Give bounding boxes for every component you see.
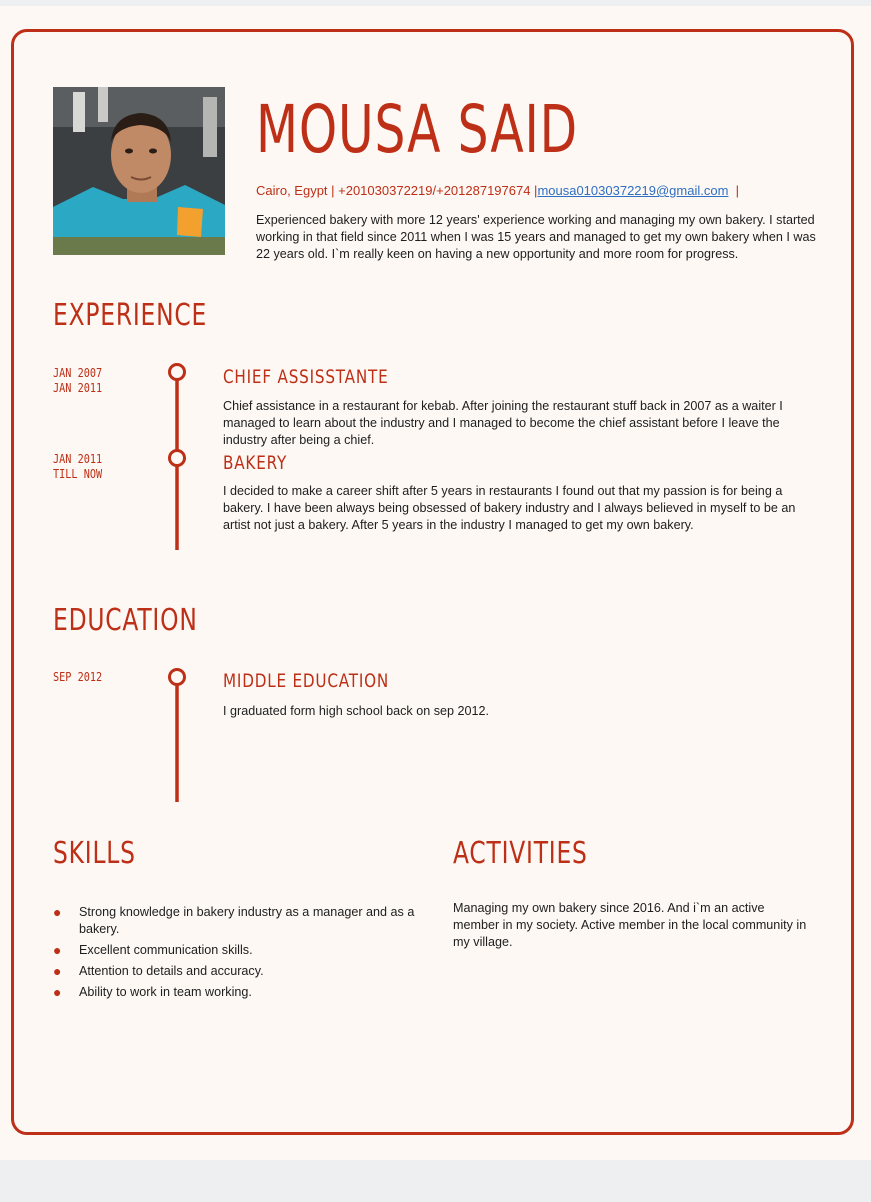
education-1-date: SEP 2012	[53, 670, 103, 684]
skill-text: Attention to details and accuracy.	[79, 964, 264, 978]
education-1-description: I graduated form high school back on sep 2012.	[223, 704, 490, 718]
experience-2-date-start: JAN 2011	[53, 452, 103, 466]
experience-heading: EXPERIENCE	[53, 298, 208, 333]
email-link[interactable]: mousa01030372219@gmail.com	[537, 183, 729, 198]
education-heading: EDUCATION	[53, 603, 198, 638]
contact-line	[256, 183, 816, 198]
experience-1-dates	[53, 366, 147, 396]
experience-2-dates	[53, 452, 147, 482]
skill-item	[53, 984, 443, 1001]
education-1-title: MIDDLE EDUCATION	[223, 670, 390, 692]
profile-summary: Experienced bakery with more 12 years' experience working and managing my own bakery. I started working in that field since 2011 when I was 15 years and managed to get my own bakery when I was 22 years old. I`m really keen on having a new opportunity and more room for progress.	[256, 213, 816, 261]
experience-1-date-end: JAN 2011	[53, 381, 103, 395]
contact-separator: |	[735, 183, 740, 198]
skill-item	[53, 904, 443, 938]
experience-timeline	[166, 362, 190, 552]
profile-photo	[53, 87, 225, 255]
skill-text: Ability to work in team working.	[79, 985, 252, 999]
candidate-name: MOUSA SAID	[256, 91, 578, 168]
experience-2-date-end: TILL NOW	[53, 467, 103, 481]
activities-heading: ACTIVITIES	[453, 836, 588, 871]
skill-text: Excellent communication skills.	[79, 943, 253, 957]
experience-1-date-start: JAN 2007	[53, 366, 103, 380]
bullet-icon: ●	[53, 963, 62, 979]
experience-1-description: Chief assistance in a restaurant for kebab. After joining the restaurant stuff back in 2007 as a waiter I managed to learn about the industry and I managed to become the chief assistant before I leave the industry after being a chief.	[223, 399, 783, 447]
skills-heading: SKILLS	[53, 836, 136, 871]
resume-page	[0, 6, 871, 1160]
bullet-icon: ●	[53, 984, 62, 1000]
skill-item	[53, 942, 443, 959]
experience-2-description: I decided to make a career shift after 5 years in restaurants I found out that my passion is for being a bakery. I have been always being obsessed of bakery industry and I always believed in myself to be an artist not just a bakery. After 5 years in the industry I managed to get my own bakery.	[223, 484, 796, 532]
skill-text: Strong knowledge in bakery industry as a manager and as a bakery.	[79, 905, 415, 936]
experience-2-title: BAKERY	[223, 452, 288, 474]
bullet-icon: ●	[53, 942, 62, 958]
contact-details: Cairo, Egypt | +201030372219/+201287197674 |	[256, 183, 538, 198]
bullet-icon: ●	[53, 904, 62, 920]
skills-list	[53, 904, 443, 1005]
skill-item	[53, 963, 443, 980]
activities-text: Managing my own bakery since 2016. And i`m an active member in my society. Active member in the local community in my village.	[453, 901, 807, 949]
education-timeline	[166, 666, 190, 804]
experience-1-title: CHIEF ASSISSTANTE	[223, 366, 389, 388]
